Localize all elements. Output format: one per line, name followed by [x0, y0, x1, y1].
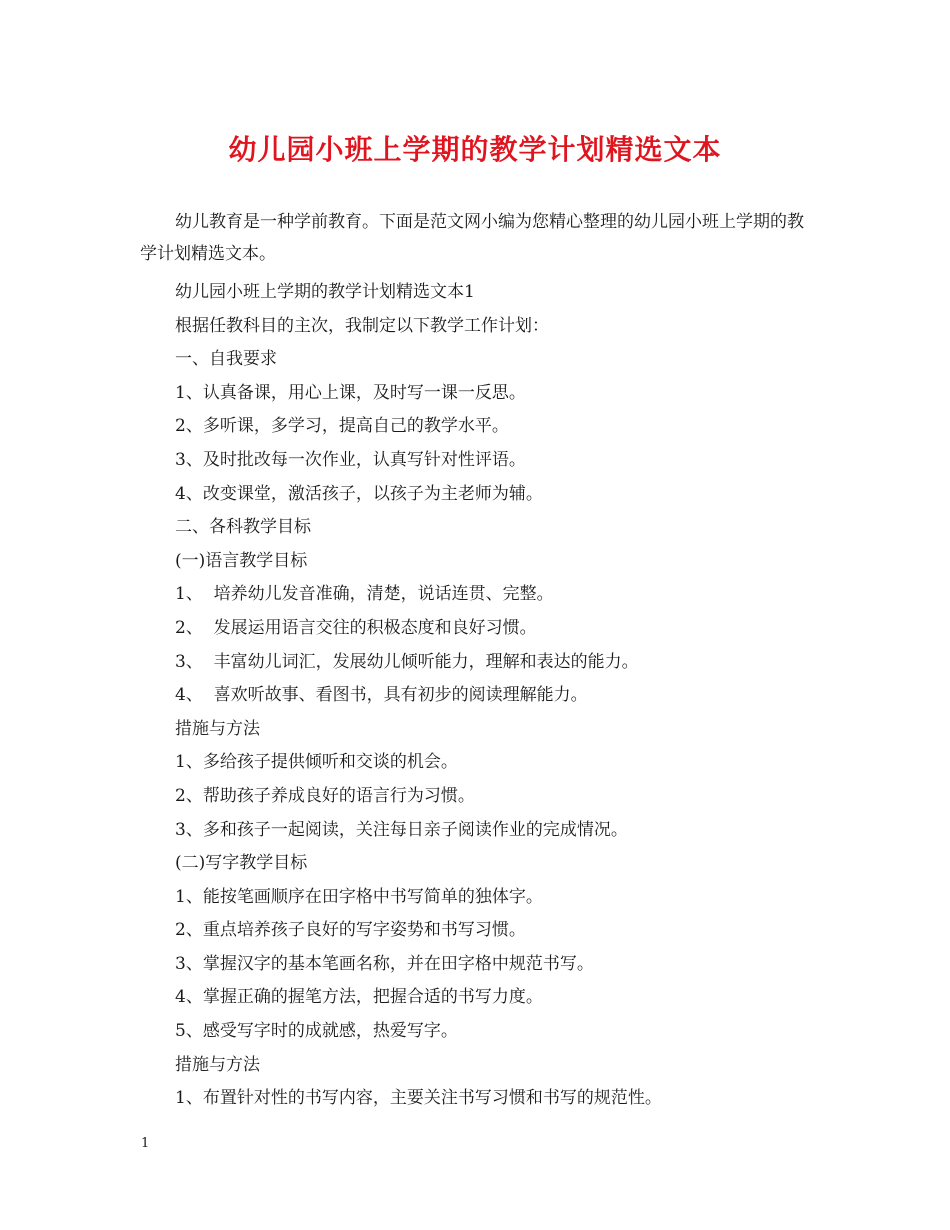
body-lines — [175, 276, 815, 1116]
subsection-heading: (二)写字教学目标 — [175, 853, 308, 874]
list-item: 2、 发展运用语言交往的积极态度和良好习惯。 — [175, 617, 537, 638]
subsection-heading: (一)语言教学目标 — [175, 550, 308, 571]
subsection-heading: 措施与方法 — [175, 1054, 260, 1075]
list-item: 1、 培养幼儿发音准确，清楚，说话连贯、完整。 — [175, 584, 554, 605]
list-item: 3、 丰富幼儿词汇，发展幼儿倾听能力，理解和表达的能力。 — [175, 651, 639, 672]
document-title: 幼儿园小班上学期的教学计划精选文本 — [228, 133, 722, 166]
intro-paragraph: 幼儿教育是一种学前教育。下面是范文网小编为您精心整理的幼儿园小班上学期的教学计划精选文本。 — [140, 212, 804, 264]
list-item: 2、帮助孩子养成良好的语言行为习惯。 — [175, 785, 475, 806]
list-item: 2、多听课，多学习，提高自己的教学水平。 — [175, 416, 509, 437]
list-item: 1、认真备课，用心上课，及时写一课一反思。 — [175, 382, 526, 403]
list-item: 2、重点培养孩子良好的写字姿势和书写习惯。 — [175, 920, 526, 941]
body-line: 根据任教科目的主次，我制定以下教学工作计划： — [175, 315, 549, 336]
section-heading: 二、各科教学目标 — [175, 517, 311, 538]
list-item: 3、及时批改每一次作业，认真写针对性评语。 — [175, 449, 526, 470]
subsection-heading: 措施与方法 — [175, 718, 260, 739]
section-heading: 一、自我要求 — [175, 349, 277, 370]
list-item: 1、能按笔画顺序在田字格中书写简单的独体字。 — [175, 886, 543, 907]
list-item: 4、 喜欢听故事、看图书，具有初步的阅读理解能力。 — [175, 685, 588, 706]
list-item: 1、布置针对性的书写内容，主要关注书写习惯和书写的规范性。 — [175, 1088, 662, 1109]
list-item: 3、掌握汉字的基本笔画名称，并在田字格中规范书写。 — [175, 953, 594, 974]
list-item: 3、多和孩子一起阅读，关注每日亲子阅读作业的完成情况。 — [175, 819, 628, 840]
page-number: 1 — [141, 1136, 150, 1151]
list-item: 4、改变课堂，激活孩子，以孩子为主老师为辅。 — [175, 483, 543, 504]
list-item: 4、掌握正确的握笔方法，把握合适的书写力度。 — [175, 987, 543, 1008]
list-item: 5、感受写字时的成就感，热爱写字。 — [175, 1021, 458, 1042]
list-item: 1、多给孩子提供倾听和交谈的机会。 — [175, 752, 458, 773]
section-heading: 幼儿园小班上学期的教学计划精选文本1 — [175, 282, 475, 302]
